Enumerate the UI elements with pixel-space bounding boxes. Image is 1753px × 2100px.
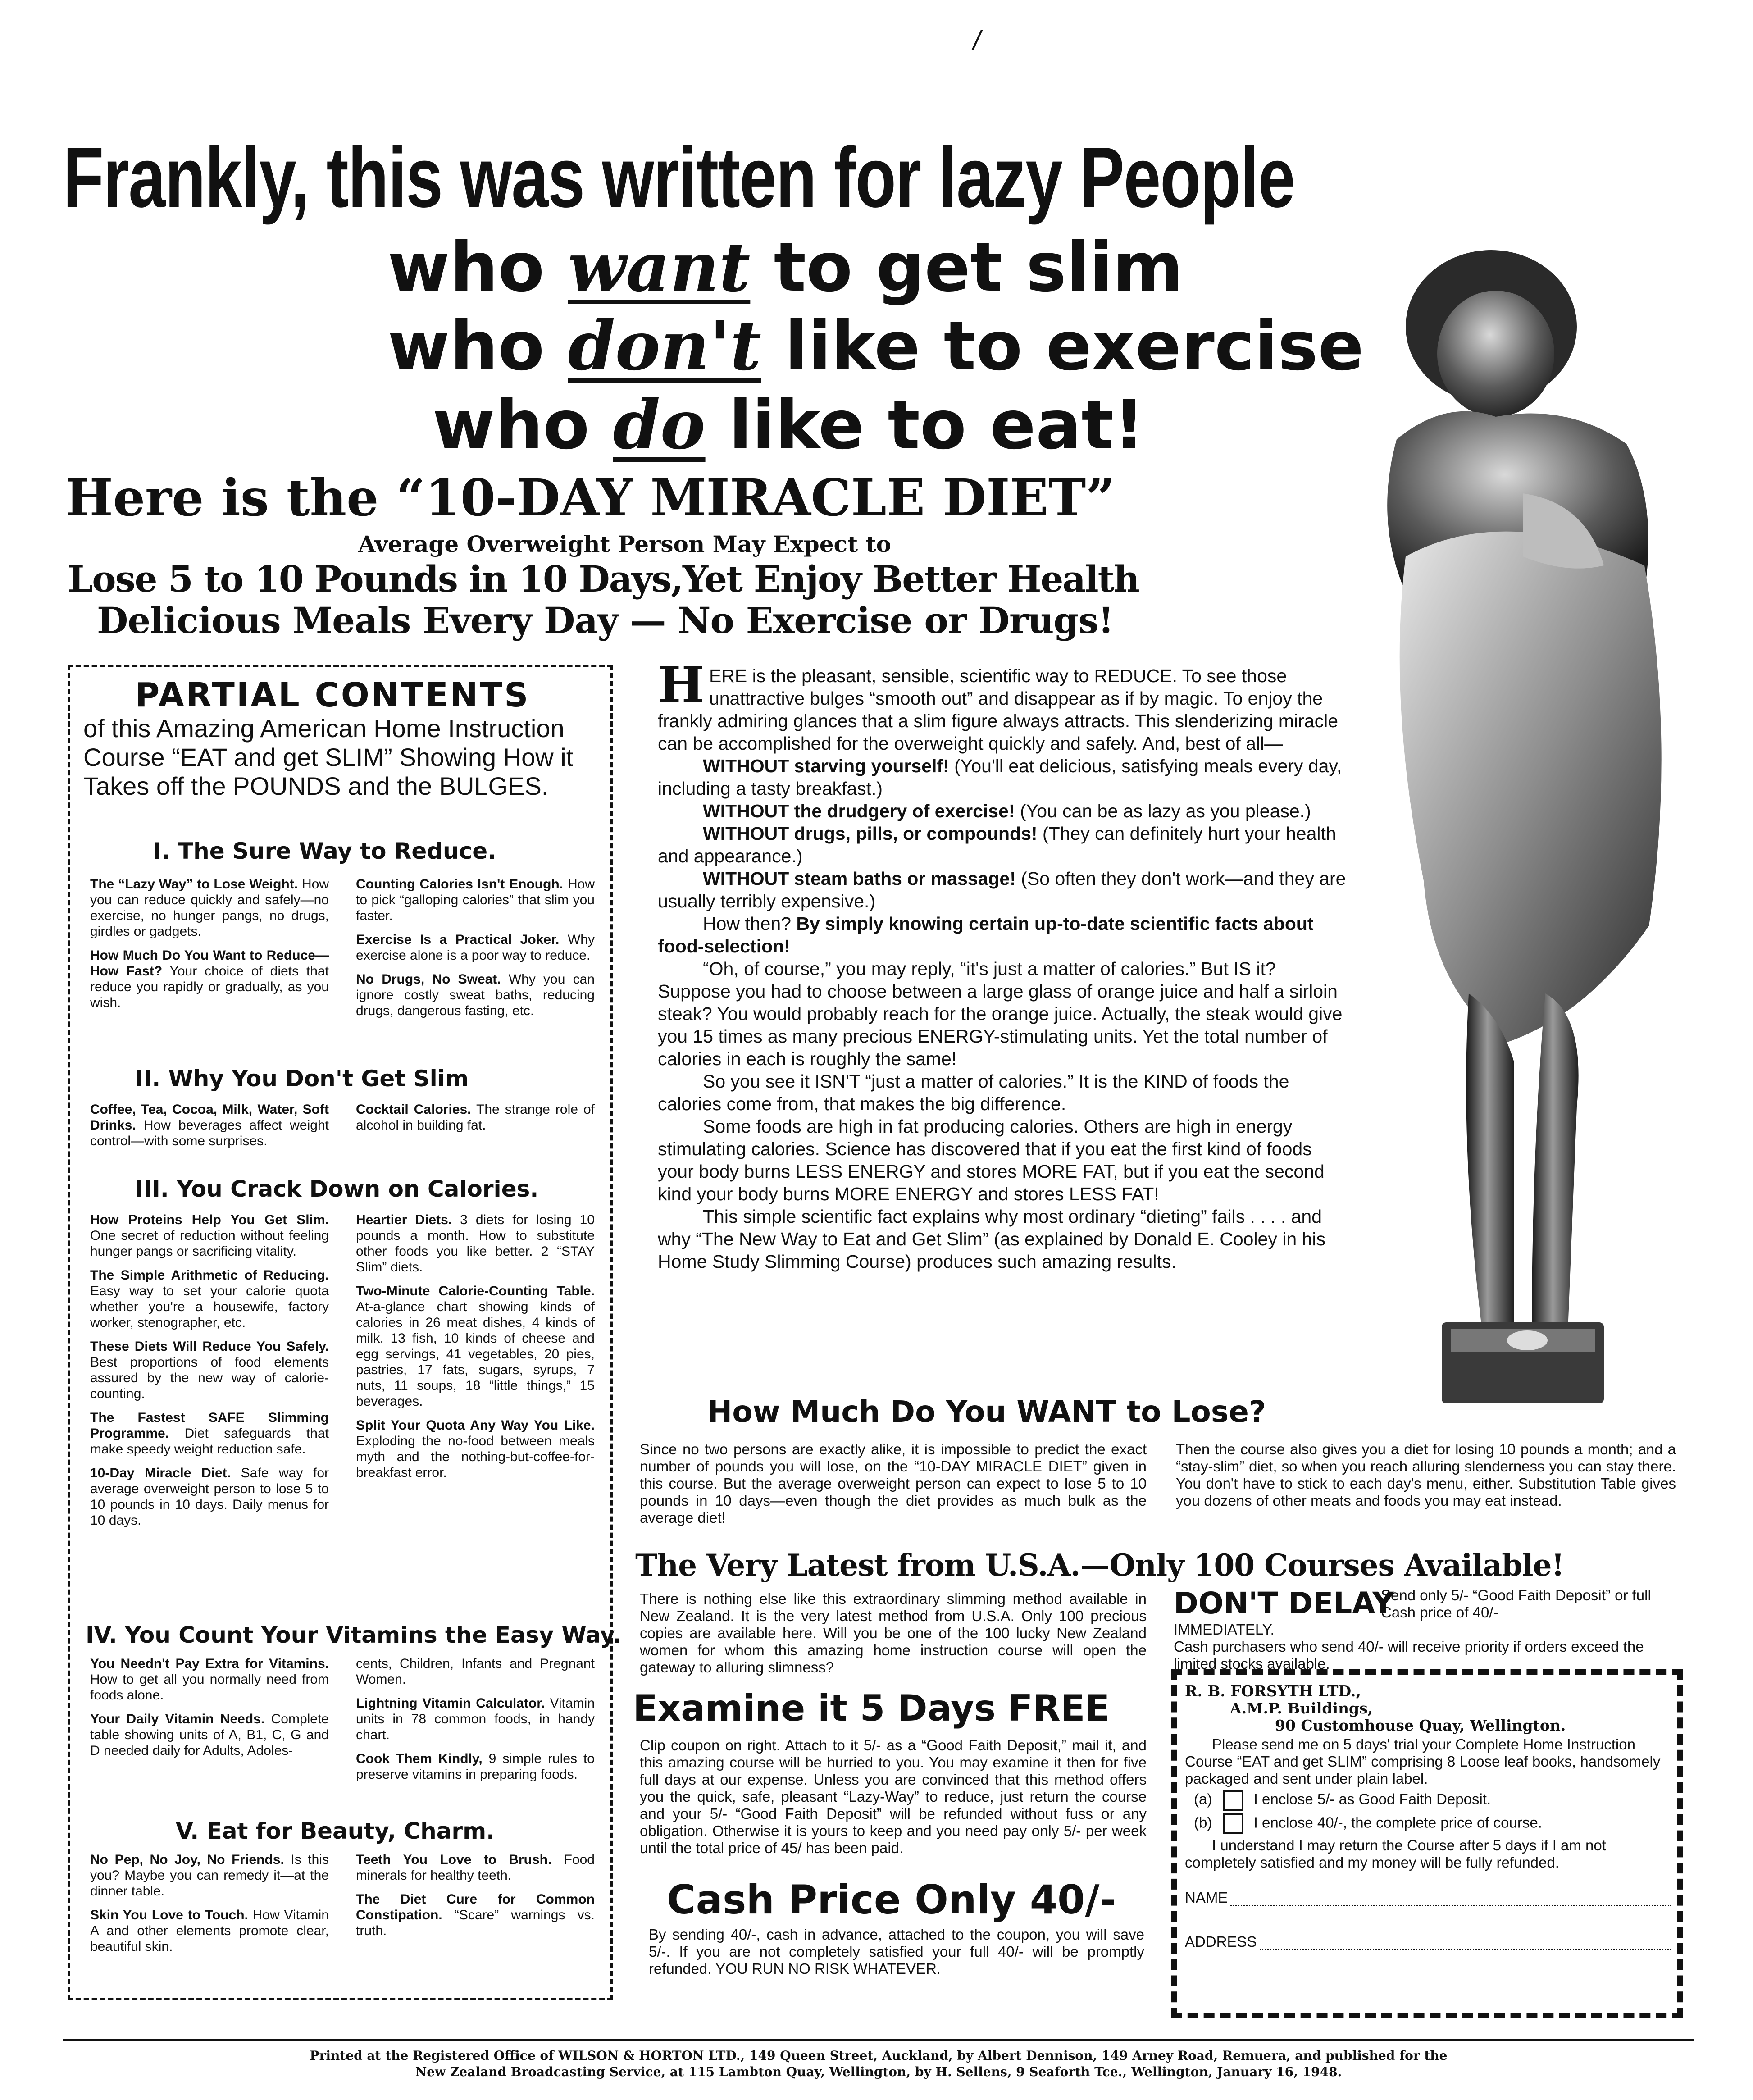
woman-on-scale-photo (1334, 250, 1694, 1430)
coupon-request: Please send me on 5 days' trial your Complete Home Instruction Course “EAT and get SLIM” comprising 8 Loose leaf books, handsomely packaged and sent under plain label. (1185, 1736, 1661, 1787)
cash-price-text: By sending 40/-, cash in advance, attached to the coupon, you will save 5/-. If you are not completely satisfied your full 40/- will be promptly refunded. YOU RUN NO RISK WHATEVER. (649, 1926, 1144, 1977)
latest-title: The Very Latest from U.S.A.—Only 100 Courses Available! (635, 1548, 1564, 1583)
intro-paragraph: HERE is the pleasant, sensible, scientific way to REDUCE. To see those unattractive bulges “smooth out” and disappear as if by magic. To enjoy the frankly admiring glances that a slim figure always attracts. This slenderizing miracle can be accomplished for the overweight quickly and safely. And, best of all— (658, 656, 1339, 754)
calories-paragraph: “Oh, of course,” you may reply, “it's just a matter of calories.” But IS it? Suppose you had to choose between a large glass of orange juice and half a sirloin steak? You would probably reach for the orange juice. Actually, the steak would give you 15 times as many precious ENERGY-stimulating units. Yet the total number of calories in each is roughly the same! (658, 958, 1343, 1069)
option-b-checkbox[interactable] (1223, 1813, 1243, 1834)
how-then: How then? By simply knowing certain up-to-date scientific facts about food-selection! (658, 913, 1314, 957)
contents-item: The Simple Arithmetic of Reducing. Easy way to set your calorie quota whether you're a housewife, factory worker, stenographer, etc. (90, 1268, 329, 1330)
drop-cap: H (658, 656, 705, 714)
contents-column-right (356, 1656, 599, 1790)
contents-item: No Pep, No Joy, No Friends. Is this you? Maybe you can remedy it—at the dinner table. (90, 1852, 329, 1899)
partial-contents-intro: of this Amazing American Home Instruction Course “EAT and get SLIM” Showing How it Takes off the POUNDS and the BULGES. (83, 714, 574, 800)
name-field-row (1185, 1889, 1671, 1906)
contents-column-left (90, 1656, 333, 1767)
dont-delay-title: DON'T DELAY (1174, 1586, 1394, 1621)
print-mark: / (973, 25, 981, 55)
partial-contents-title: PARTIAL CONTENTS (135, 676, 530, 715)
address-field[interactable] (1260, 1936, 1671, 1950)
contents-item: Cook Them Kindly, 9 simple rules to preserve vitamins in preparing foods. (356, 1751, 595, 1782)
footer-line-1: Printed at the Registered Office of WILSON & HORTON LTD., 149 Queen Street, Auckland, by Albert Dennison, 149 Arney Road, Remuera, and published for the (310, 2048, 1448, 2063)
contents-item: Lightning Vitamin Calculator. Vitamin units in 78 common foods, in handy chart. (356, 1696, 595, 1742)
contents-item: No Drugs, No Sweat. Why you can ignore costly sweat baths, reducing drugs, dangerous fasting, etc. (356, 972, 595, 1018)
contents-item: Two-Minute Calorie-Counting Table. At-a-glance chart showing kinds of calories in 26 meat dishes, 4 kinds of milk, 13 fish, 10 kinds of cheese and egg servings, 41 vegetables, 20 pies, pastries, 17 fats, sugars, syrups, 7 nuts, 11 soups, 18 “little things,” 15 beverages. (356, 1284, 595, 1409)
contents-item: Heartier Diets. 3 diets for losing 10 pounds a month. How to substitute other foods you like better. 2 “STAY Slim” diets. (356, 1212, 595, 1275)
footer-line-2: New Zealand Broadcasting Service, at 115 Lambton Quay, Wellington, by H. Sellens, 9 Seaforth Tce., Wellington, January 16, 1948. (415, 2064, 1342, 2079)
examine-title: Examine it 5 Days FREE (633, 1687, 1110, 1729)
examine-text: Clip coupon on right. Attach to it 5/- as a “Good Faith Deposit,” mail it, and this amazing course will be hurried to you. You may examine it then for five full days at our expense. Unless you are convinced that this method offers you the quick, safe, pleasant “Lazy-Way” to reduce, just return the course and your 5/- “Good Faith Deposit” will be refunded without fuss or any obligation. Otherwise it is yours to keep and you need pay only 5/- per week until the total price of 45/ has been paid. (640, 1737, 1147, 1856)
contents-section-heading: V. Eat for Beauty, Charm. (176, 1818, 495, 1844)
contents-item: 10-Day Miracle Diet. Safe way for average overweight person to lose 5 to 10 pounds in 10 days. Daily menus for 10 days. (90, 1466, 329, 1528)
contents-column-left (90, 1102, 333, 1157)
contents-item: cents, Children, Infants and Pregnant Women. (356, 1656, 595, 1687)
contents-item: Coffee, Tea, Cocoa, Milk, Water, Soft Drinks. How beverages affect weight control—with some surprises. (90, 1102, 329, 1148)
main-body-text (658, 656, 1347, 1273)
coupon-understand: I understand I may return the Course after 5 days if I am not completely satisfied and my money will be fully refunded. (1185, 1837, 1606, 1871)
how-much-left: Since no two persons are exactly alike, it is impossible to predict the exact number of pounds you will lose, on the “10-DAY MIRACLE DIET” given in this course. But the average overweight person can expect to lose 5 to 10 pounds in 10 days—even though the diet provides as much bulk as the average diet! (640, 1441, 1147, 1526)
contents-section-heading: I. The Sure Way to Reduce. (153, 838, 496, 864)
latest-text: There is nothing else like this extraordinary slimming method available in New Zealand. It is the very latest method from U.S.A. Only 100 precious copies are available here. Will you be one of the 100 lucky New Zealand women for whom this amazing home instruction course will open the gateway to alluring slimness? (640, 1590, 1147, 1676)
contents-column-right (356, 1212, 599, 1489)
dont-delay-priority: Cash purchasers who send 40/- will receive priority if orders exceed the limited stocks available. (1174, 1638, 1644, 1672)
without-steam: WITHOUT steam baths or massage! (So often they don't work—and they are usually terribly expensive.) (658, 868, 1346, 911)
subheadline-do: who do like to eat! (433, 385, 1145, 465)
contents-column-right (356, 1102, 599, 1141)
subheadline-want: who want to get slim (387, 228, 1183, 307)
coupon-company: R. B. FORSYTH LTD., (1185, 1682, 1361, 1700)
without-exercise: WITHOUT the drudgery of exercise! (You can be as lazy as you please.) (703, 801, 1311, 821)
meals-line: Delicious Meals Every Day — No Exercise or Drugs! (97, 599, 1114, 642)
contents-item: You Needn't Pay Extra for Vitamins. How to get all you normally need from foods alone. (90, 1656, 329, 1703)
contents-item: Your Daily Vitamin Needs. Complete table showing units of A, B1, C, G and D needed daily for Adults, Adoles- (90, 1712, 329, 1758)
name-label: NAME (1185, 1889, 1228, 1906)
contents-column-left (90, 1852, 333, 1963)
scientific-fact-paragraph: This simple scientific fact explains why most ordinary “dieting” fails . . . . and why “The New Way to Eat and Get Slim” (as explained by Donald E. Cooley in his Home Study Slimming Course) produces such amazing results. (658, 1206, 1325, 1272)
headline: Frankly, this was written for lazy People (63, 130, 1295, 225)
coupon-street: 90 Customhouse Quay, Wellington. (1275, 1717, 1566, 1734)
coupon-content (1185, 1683, 1671, 1950)
average-line: Average Overweight Person May Expect to (358, 531, 891, 557)
contents-column-right (356, 876, 599, 1027)
contents-item: Counting Calories Isn't Enough. How to pick “galloping calories” that slim you faster. (356, 877, 595, 923)
dont-delay-deposit: Send only 5/- “Good Faith Deposit” or full Cash price of 40/- (1381, 1587, 1651, 1621)
without-drugs: WITHOUT drugs, pills, or compounds! (They can definitely hurt your health and appearance.) (658, 823, 1336, 866)
subheadline-dont: who don't like to exercise (387, 306, 1364, 386)
option-a[interactable]: (a) I enclose 5/- as Good Faith Deposit. (1185, 1790, 1671, 1811)
contents-item: The “Lazy Way” to Lose Weight. How you can reduce quickly and safely—no exercise, no hunger pangs, no drugs, girdles or gadgets. (90, 877, 329, 939)
coupon-building: A.M.P. Buildings, (1230, 1699, 1373, 1717)
contents-item: The Fastest SAFE Slimming Programme. Diet safeguards that make speedy weight reduction safe. (90, 1410, 329, 1457)
energy-paragraph: Some foods are high in fat producing calories. Others are high in energy stimulating calories. Science has discovered that if you eat the first kind of foods your body burns LESS ENERGY and stores MORE FAT, but if you eat the second kind your body burns MORE ENERGY and stores LESS FAT! (658, 1116, 1325, 1204)
kind-paragraph: So you see it ISN'T “just a matter of calories.” It is the KIND of foods the calories come from, that makes the big difference. (658, 1071, 1289, 1114)
contents-column-right (356, 1852, 599, 1947)
address-field-row (1185, 1933, 1671, 1950)
option-b[interactable]: (b) I enclose 40/-, the complete price of course. (1185, 1813, 1671, 1834)
contents-item: Cocktail Calories. The strange role of alcohol in building fat. (356, 1102, 595, 1133)
contents-item: Skin You Love to Touch. How Vitamin A and other elements promote clear, beautiful skin. (90, 1908, 329, 1954)
how-much-title: How Much Do You WANT to Lose? (707, 1394, 1266, 1429)
contents-item: How Much Do You Want to Reduce—How Fast? Your choice of diets that reduce you rapidly or gradually, as you wish. (90, 948, 329, 1010)
contents-item: How Proteins Help You Get Slim. One secret of reduction without feeling hunger pangs or sacrificing vitality. (90, 1212, 329, 1259)
contents-section-heading: II. Why You Don't Get Slim (135, 1066, 469, 1092)
contents-column-left (90, 876, 333, 1019)
cash-price-title: Cash Price Only 40/- (667, 1877, 1116, 1923)
contents-item: Teeth You Love to Brush. Food minerals for healthy teeth. (356, 1852, 595, 1883)
contents-column-left (90, 1212, 333, 1536)
contents-section-heading: III. You Crack Down on Calories. (135, 1176, 539, 1202)
lose-line: Lose 5 to 10 Pounds in 10 Days,Yet Enjoy Better Health (68, 558, 1139, 600)
contents-item: These Diets Will Reduce You Safely. Best proportions of food elements assured by the new way of calorie-counting. (90, 1339, 329, 1401)
publisher-footer (63, 2039, 1694, 2080)
contents-item: The Diet Cure for Common Constipation. “Scare” warnings vs. truth. (356, 1892, 595, 1938)
option-a-checkbox[interactable] (1223, 1790, 1243, 1811)
address-label: ADDRESS (1185, 1933, 1257, 1950)
contents-item: Split Your Quota Any Way You Like. Exploding the no-food between meals myth and the nothing-but-coffee-for-breakfast error. (356, 1418, 595, 1480)
how-much-right: Then the course also gives you a diet for losing 10 pounds a month; and a “stay-slim” diet, so when you reach alluring slenderness you can stay there. You don't have to stick to each day's menu, either. Substitution Table gives you dozens of other meats and foods you may eat instead. (1176, 1441, 1676, 1509)
contents-item: Exercise Is a Practical Joker. Why exercise alone is a poor way to reduce. (356, 932, 595, 963)
without-starving: WITHOUT starving yourself! (You'll eat delicious, satisfying meals every day, including a tasty breakfast.) (658, 756, 1342, 799)
dont-delay-immediately: IMMEDIATELY. (1174, 1621, 1275, 1638)
contents-section-heading: IV. You Count Your Vitamins the Easy Way. (86, 1622, 622, 1648)
diet-title: Here is the “10-DAY MIRACLE DIET” (65, 469, 1115, 528)
name-field[interactable] (1230, 1891, 1671, 1906)
